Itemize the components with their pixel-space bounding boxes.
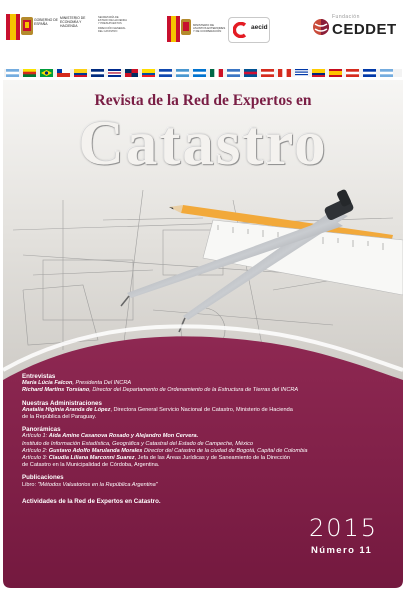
ministry-label	[60, 16, 94, 28]
article-prefix: Artículo 1:	[22, 433, 49, 440]
article-prefix: Artículo 2:	[22, 447, 49, 454]
ceddet-name: CEDDET	[332, 21, 397, 38]
toc-line	[22, 455, 394, 462]
person-role: , Presidenta Del INCRA	[72, 380, 132, 387]
person-name: Richard Martins Torsiano	[22, 387, 90, 394]
person-name: Gustavo Adolfo Marulanda Morales	[48, 447, 143, 454]
country-flags-icon	[4, 67, 402, 79]
article-prefix: Artículo 3:	[22, 455, 49, 462]
aecid-logo	[228, 17, 270, 43]
person-name: Anatalia Higinia Aranda de López	[22, 406, 111, 413]
person-name: María Lúcia Falcon	[22, 380, 73, 387]
toc-line: de Catastro en la Municipalidad de Córdoba, Argentina.	[22, 462, 160, 469]
toc-line: de la República del Paraguay.	[22, 414, 97, 421]
dg-label: DIRECCIÓN GENERAL DEL CATASTRO	[98, 27, 126, 33]
toc-line: Instituto de Información Estadística, Geográfica y Catastral del Estado de Campeche, México	[22, 440, 254, 447]
secretary-label: SECRETARÍA DE ESTADO DE HACIENDA Y PRESUPUESTOS	[98, 16, 127, 25]
table-of-contents	[22, 373, 394, 505]
person-name: Claudia Liliana Marconni Suarez	[48, 455, 135, 462]
ceddet-circle-icon	[312, 18, 330, 36]
issue-year: 2015	[309, 514, 379, 542]
person-role: , Directora General Servicio Nacional de Catastro, Ministerio de Hacienda	[110, 406, 293, 413]
toc-line	[22, 387, 394, 394]
publication-title: "Métodos Valuatorios en la República Argentina"	[37, 481, 158, 488]
person-role: , Jefa de las Áreas Jurídicas y de Saneamiento de la Dirección	[134, 455, 291, 462]
aecid-label: aecid	[251, 24, 268, 31]
toc-line	[22, 380, 394, 387]
magazine-subtitle: Revista de la Red de Expertos en	[94, 92, 312, 109]
person-name: Aida Amine Casanova Rosado y Alejandro Mon Cervera.	[48, 433, 199, 440]
aecid-c-icon	[233, 22, 249, 38]
section-heading-actividades: Actividades de la Red de Expertos en Catastro.	[22, 497, 161, 505]
person-role: , Director del Departamento de Ordenamiento de la Estructura de Tierras del INCRA	[89, 387, 299, 394]
toc-line	[22, 448, 394, 455]
toc-line	[22, 407, 394, 414]
ceddet-small-label: Fundación	[332, 14, 360, 20]
mae-label: MINISTERIO DE ASUNTOS EXTERIORES Y DE COOPERACIÓN	[193, 23, 226, 34]
section-heading-administraciones: Nuestras Administraciones	[22, 399, 102, 407]
ministry-name: MINISTERIO DE ECONOMÍA Y HACIENDA	[60, 16, 86, 28]
section-heading-entrevistas: Entrevistas	[22, 373, 56, 380]
section-heading-publicaciones: Publicaciones	[22, 474, 64, 482]
header-logos	[0, 0, 406, 60]
section-heading-panoramicas: Panorámicas	[22, 426, 61, 434]
toc-line	[22, 433, 394, 440]
gov-label: GOBIERNO DE ESPAÑA	[34, 18, 58, 26]
person-role: Director del Catastro de la ciudad de Bogotá, Capital de Colombia	[142, 447, 308, 454]
dg-catastro-label	[98, 16, 128, 33]
issue-number: Número 11	[311, 545, 373, 556]
flags-strip	[4, 66, 402, 78]
publication-prefix: Libro:	[22, 481, 38, 488]
magazine-title: Catastro	[78, 108, 328, 178]
toc-line	[22, 482, 394, 489]
ceddet-logo	[312, 14, 402, 44]
